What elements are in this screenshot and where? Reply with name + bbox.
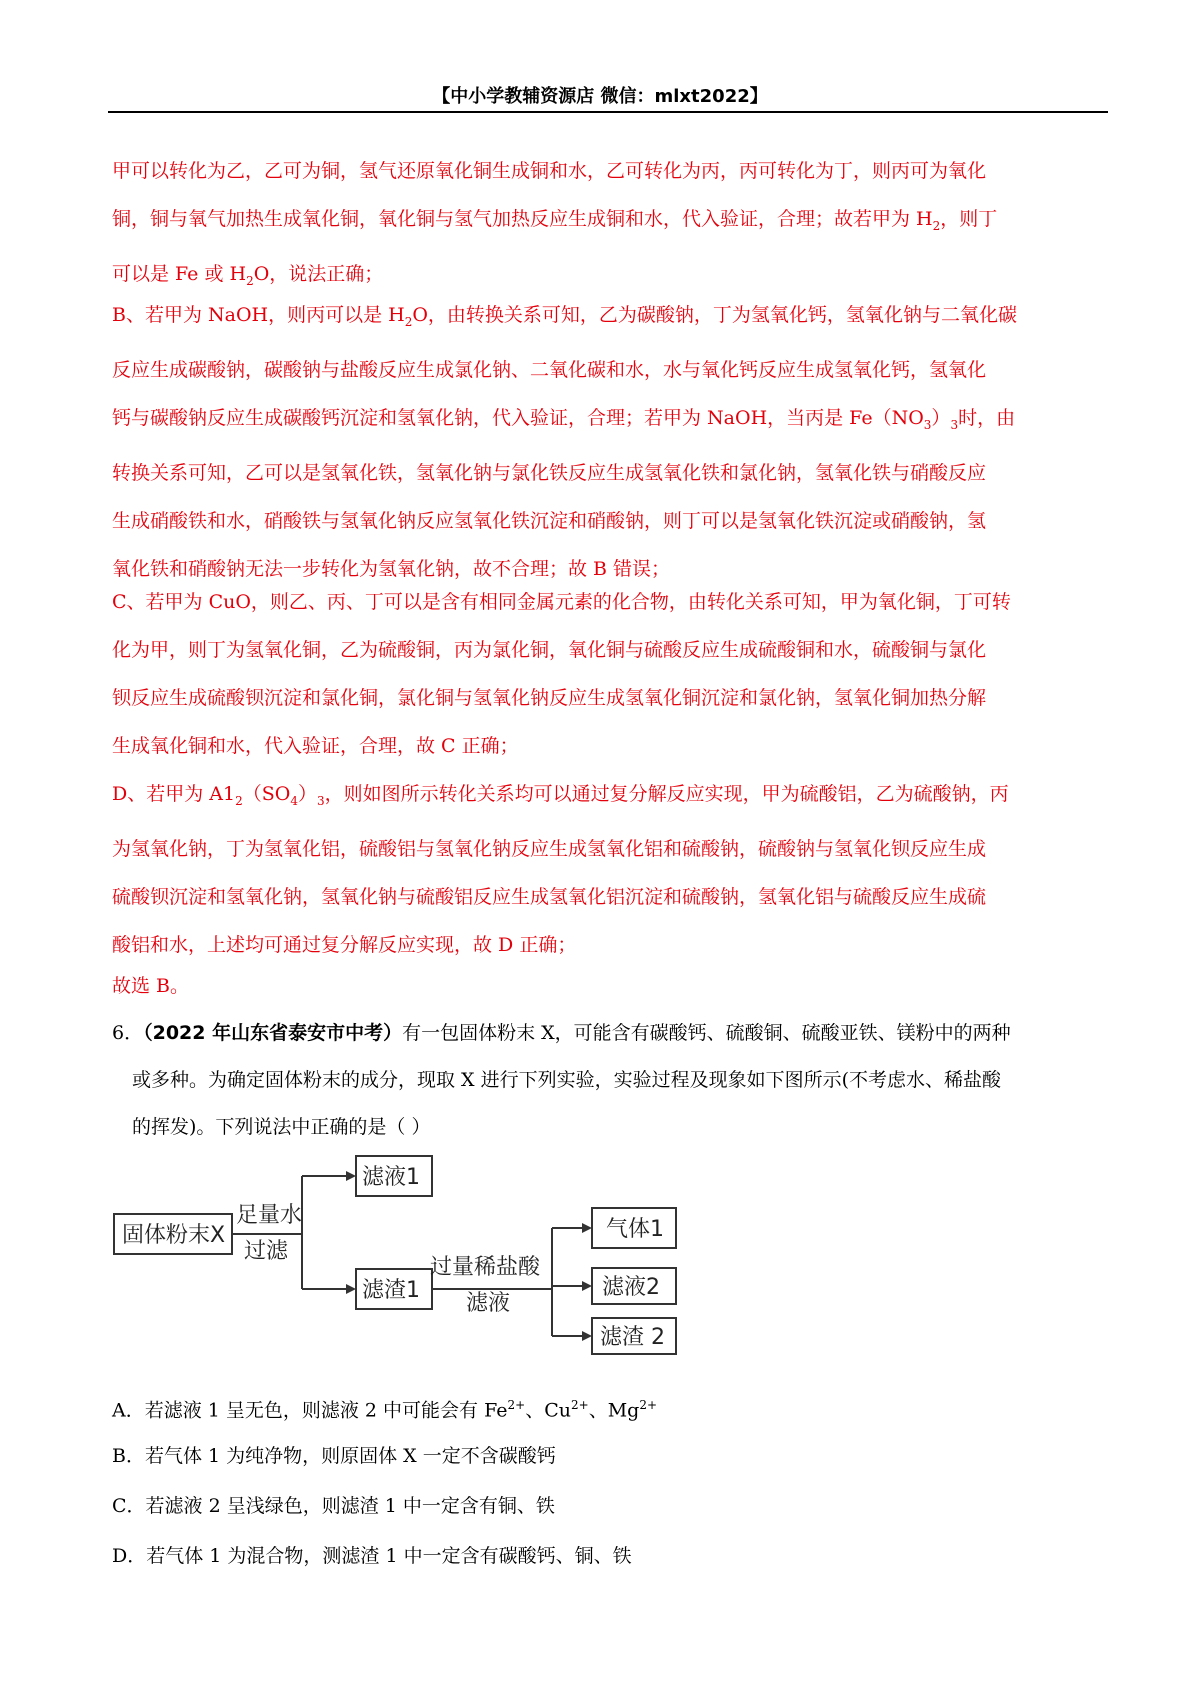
question-number: 6． bbox=[112, 1022, 144, 1044]
label-step2-top: 过量稀盐酸 bbox=[430, 1255, 541, 1280]
text-line: 可以是 Fe 或 $H_2O$，说法正确； bbox=[112, 262, 384, 288]
label-residue-2: 滤渣 2 bbox=[600, 1325, 665, 1350]
option-c: C．若滤液 2 呈浅绿色，则滤渣 1 中一定含有铜、铁 bbox=[112, 1495, 555, 1517]
page-header: 【中小学教辅资源店 微信：mlxt2022】 bbox=[432, 86, 768, 107]
label-residue-1: 滤渣1 bbox=[362, 1278, 420, 1303]
answer-paragraph-d bbox=[112, 770, 1102, 969]
header-rule bbox=[108, 111, 1108, 113]
text-line: 硫酸钡沉淀和氢氧化钠，氢氧化钠与硫酸铝反应生成氢氧化铝沉淀和硫酸钠，氢氧化铝与硫酸反应生成硫 bbox=[112, 885, 987, 908]
question-line: 6．（2022 年山东省泰安市中考）有一包固体粉末 X，可能含有碳酸钙、硫酸铜、硫酸亚铁、镁粉中的两种 bbox=[112, 1022, 1011, 1044]
question-6 bbox=[112, 1010, 1102, 1151]
text-line: 转换关系可知，乙可以是氢氧化铁，氢氧化钠与氯化铁反应生成氢氧化铁和氯化钠，氢氧化铁与硝酸反应 bbox=[112, 461, 987, 484]
text-line: 为氢氧化钠，丁为氢氧化铝，硫酸铝与氢氧化钠反应生成氢氧化铝和硫酸钠，硫酸钠与氢氧化钡反应生成 bbox=[112, 837, 987, 860]
answer-paragraph-a bbox=[112, 147, 1102, 305]
text-line: 生成硝酸铁和水，硝酸铁与氢氧化钠反应氢氧化铁沉淀和硝酸钠，则丁可以是氢氧化铁沉淀或硝酸钠，氢 bbox=[112, 509, 987, 532]
arrow-head-filtrate-2 bbox=[582, 1281, 592, 1291]
arrow-head-residue-1 bbox=[346, 1284, 356, 1294]
arrow-head-residue-2 bbox=[582, 1331, 592, 1341]
label-step1-bottom: 过滤 bbox=[244, 1239, 289, 1264]
option-b: B．若气体 1 为纯净物，则原固体 X 一定不含碳酸钙 bbox=[112, 1445, 556, 1467]
question-line: 的挥发)。下列说法中正确的是（ ） bbox=[132, 1116, 431, 1138]
label-step1-top: 足量水 bbox=[236, 1203, 303, 1228]
label-filtrate-2: 滤液2 bbox=[602, 1275, 660, 1300]
answer-paragraph-b bbox=[112, 291, 1102, 593]
question-source: （2022 年山东省泰安市中考） bbox=[143, 1022, 403, 1044]
arrow-head-gas-1 bbox=[582, 1223, 592, 1233]
connector-2 bbox=[432, 1228, 588, 1336]
label-filtrate-1: 滤液1 bbox=[362, 1165, 420, 1190]
text-line: 酸铝和水，上述均可通过复分解反应实现，故 D 正确； bbox=[112, 933, 577, 956]
text-line: 钡反应生成硫酸钡沉淀和氯化铜，氯化铜与氢氧化钠反应生成氢氧化铜沉淀和氯化钠，氢氧化铜加热分解 bbox=[112, 687, 987, 709]
question-line: 或多种。为确定固体粉末的成分，现取 X 进行下列实验，实验过程及现象如下图所示(不考虑水、稀盐酸 bbox=[132, 1069, 1002, 1091]
text-line: D、若甲为 $A1_2(SO_4)_3$，则如图所示转化关系均可以通过复分解反应实现，甲为硫酸铝，乙为硫酸钠，丙 bbox=[112, 783, 1009, 808]
answer-paragraph-c bbox=[112, 578, 1102, 770]
label-step2-bottom: 滤液 bbox=[466, 1291, 511, 1316]
text-line: 反应生成碳酸钠，碳酸钠与盐酸反应生成氯化钠、二氧化碳和水，水与氧化钙反应生成氢氧化钙，氢氧化 bbox=[112, 358, 987, 381]
text-line: 铜，铜与氧气加热生成氧化铜，氧化铜与氢气加热反应生成铜和水，代入验证，合理；故若甲为 $H_2$，则丁 bbox=[112, 208, 998, 233]
option-d: D．若气体 1 为混合物，测滤渣 1 中一定含有碳酸钙、铜、铁 bbox=[112, 1545, 632, 1567]
arrow-head-filtrate-1 bbox=[346, 1171, 356, 1181]
label-solid-powder: 固体粉末X bbox=[122, 1223, 226, 1248]
text-line: 氧化铁和硝酸钠无法一步转化为氢氧化钠，故不合理；故 B 错误； bbox=[112, 557, 671, 580]
experiment-flowchart bbox=[112, 1154, 692, 1364]
option-a: A．若滤液 1 呈无色，则滤液 2 中可能会有 $Fe^{2+}$、$Cu^{2+}$、$Mg^{2+}$ bbox=[112, 1398, 658, 1422]
text-line: 生成氧化铜和水，代入验证，合理，故 C 正确； bbox=[112, 735, 519, 757]
text-line: 钙与碳酸钠反应生成碳酸钙沉淀和氢氧化钠，代入验证，合理；若甲为 NaOH，当丙是 $Fe(NO_3)_3$时，由 bbox=[112, 406, 1016, 432]
text-line: 化为甲，则丁为氢氧化铜，乙为硫酸铜，丙为氯化铜，氧化铜与硫酸反应生成硫酸铜和水，硫酸铜与氯化 bbox=[112, 639, 987, 661]
text-line: B、若甲为 NaOH，则丙可以是 $H_2O$，由转换关系可知，乙为碳酸钠，丁为氢氧化钙，氢氧化钠与二氧化碳 bbox=[112, 304, 1017, 329]
answer-conclusion: 故选 B。 bbox=[112, 975, 190, 997]
label-gas-1: 气体1 bbox=[606, 1217, 664, 1242]
text-line: C、若甲为 CuO，则乙、丙、丁可以是含有相同金属元素的化合物，由转化关系可知，甲为氧化铜，丁可转 bbox=[112, 591, 1011, 613]
text-line: 甲可以转化为乙，乙可为铜，氢气还原氧化铜生成铜和水，乙可转化为丙，丙可转化为丁，则丙可为氧化 bbox=[112, 160, 987, 182]
connector-1 bbox=[232, 1176, 352, 1289]
